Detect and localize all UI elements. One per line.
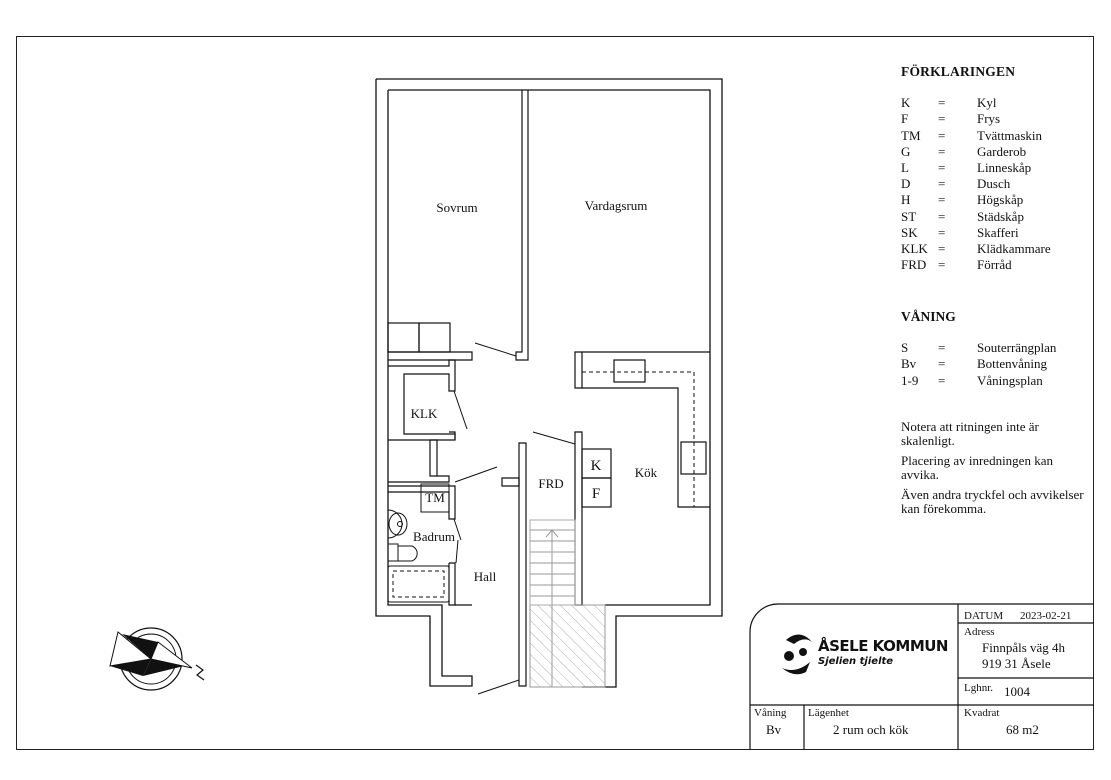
room-label-frd: FRD: [538, 476, 564, 491]
legend-abbr: D: [901, 176, 911, 192]
room-label-badrum: Badrum: [413, 529, 455, 544]
asele-logo-icon: [782, 634, 812, 674]
legend-eq: =: [938, 257, 946, 273]
wardrobes: [388, 323, 472, 360]
legend-eq: =: [938, 111, 946, 127]
legend: [901, 64, 1091, 273]
legend-eq: =: [938, 241, 946, 257]
legend-eq: =: [938, 224, 946, 240]
legend-row: [901, 192, 1091, 208]
legend-desc: Frys: [977, 111, 1001, 127]
legend-desc: Linneskåp: [977, 160, 1032, 176]
legend-abbr: F: [901, 111, 909, 127]
legend-row: [901, 176, 1091, 192]
legend-desc: Förråd: [977, 257, 1012, 273]
legend-abbr: ST: [901, 208, 917, 224]
legend-eq: =: [938, 143, 946, 159]
fridge-label: K: [590, 458, 602, 474]
floor-abbr: S: [901, 340, 909, 356]
legend-title: FÖRKLARINGEN: [901, 64, 1016, 79]
datum-label: DATUM: [964, 610, 1004, 622]
legend-abbr: SK: [901, 224, 918, 240]
legend-desc: Garderob: [977, 143, 1027, 159]
kvadrat-label: Kvadrat: [964, 707, 1000, 719]
lghnr-value: 1004: [1004, 684, 1030, 699]
floor-eq: =: [938, 356, 946, 372]
vaning-value: Bv: [766, 722, 782, 737]
legend-desc: Skafferi: [977, 224, 1019, 240]
legend-abbr: KLK: [901, 241, 928, 257]
datum-value: 2023-02-21: [1020, 610, 1072, 622]
klk-walls: [388, 360, 455, 482]
title-block: [750, 604, 1094, 750]
wall-sovrum-vardagsrum: [516, 90, 528, 360]
floor-abbr: 1-9: [901, 372, 919, 388]
room-label-klk: KLK: [410, 406, 438, 421]
legend-desc: Städskåp: [977, 208, 1024, 224]
legend-abbr: G: [901, 143, 911, 159]
legend-row: [901, 95, 1091, 111]
legend-row: [901, 128, 1091, 144]
legend-eq: =: [938, 208, 946, 224]
legend-row: [901, 225, 1091, 241]
freezer-label: F: [591, 486, 601, 502]
room-label-vardagsrum: Vardagsrum: [584, 198, 648, 213]
toilet-icon: [388, 544, 398, 561]
sink-kitchen: [614, 360, 645, 382]
floor-row: [901, 356, 1091, 372]
floor-row: [901, 373, 1091, 389]
floor-eq: =: [938, 340, 946, 356]
floor-desc: Våningsplan: [977, 372, 1043, 388]
floor-legend: [901, 309, 1091, 389]
kvadrat-value: 68 m2: [1006, 722, 1039, 737]
lghnr-label: Lghnr.: [964, 682, 994, 694]
legend-desc: Högskåp: [977, 192, 1024, 208]
legend-desc: Dusch: [977, 176, 1011, 192]
legend-row: [901, 257, 1091, 273]
legend-abbr: H: [901, 192, 911, 208]
kitchen-counter: [582, 352, 710, 507]
legend-abbr: FRD: [901, 257, 927, 273]
legend-desc: Klädkammare: [977, 241, 1051, 257]
legend-desc: Tvättmaskin: [977, 127, 1042, 143]
adress-line1: Finnpåls väg 4h: [982, 640, 1066, 655]
legend-eq: =: [938, 176, 946, 192]
vaning-label: Våning: [754, 707, 787, 719]
legend-eq: =: [938, 160, 946, 176]
logo-subtitle: Sjelien tjielte: [818, 656, 894, 667]
room-label-kok: Kök: [634, 465, 658, 480]
legend-abbr: TM: [901, 127, 921, 143]
floor-row: [901, 340, 1091, 356]
legend-abbr: L: [901, 160, 909, 176]
legend-abbr: K: [901, 95, 911, 111]
legend-eq: =: [938, 95, 946, 111]
adress-label: Adress: [964, 626, 995, 638]
lagenhet-label: Lägenhet: [808, 707, 849, 719]
legend-row: [901, 111, 1091, 127]
floor-desc: Bottenvåning: [977, 356, 1048, 372]
floor-eq: =: [938, 372, 946, 388]
floor-abbr: Bv: [901, 356, 917, 372]
floor-legend-title: VÅNING: [901, 309, 956, 324]
floor-desc: Souterrängplan: [977, 340, 1057, 356]
bathtub-icon: [388, 566, 449, 602]
legend-row: [901, 209, 1091, 225]
legend-eq: =: [938, 127, 946, 143]
legend-eq: =: [938, 192, 946, 208]
note-errors: Även andra tryckfel och avvikelser kan förekomma.: [901, 487, 1084, 516]
room-label-sovrum: Sovrum: [436, 200, 478, 215]
adress-line2: 919 31 Åsele: [982, 656, 1051, 671]
sink-icon: [388, 510, 402, 538]
notes: [901, 420, 1091, 522]
legend-desc: Kyl: [977, 95, 997, 111]
logo-text: ÅSELE KOMMUN: [818, 637, 948, 655]
room-label-tm: TM: [425, 490, 445, 505]
legend-row: [901, 144, 1091, 160]
legend-row: [901, 241, 1091, 257]
legend-row: [901, 160, 1091, 176]
note-scale: Notera att ritningen inte är skalenligt.: [901, 419, 1039, 448]
room-label-hall: Hall: [473, 569, 497, 584]
compass-icon: [110, 628, 204, 690]
note-placement: Placering av inredningen kan avvika.: [901, 453, 1053, 482]
stair: [530, 520, 605, 687]
lagenhet-value: 2 rum och kök: [833, 722, 909, 737]
